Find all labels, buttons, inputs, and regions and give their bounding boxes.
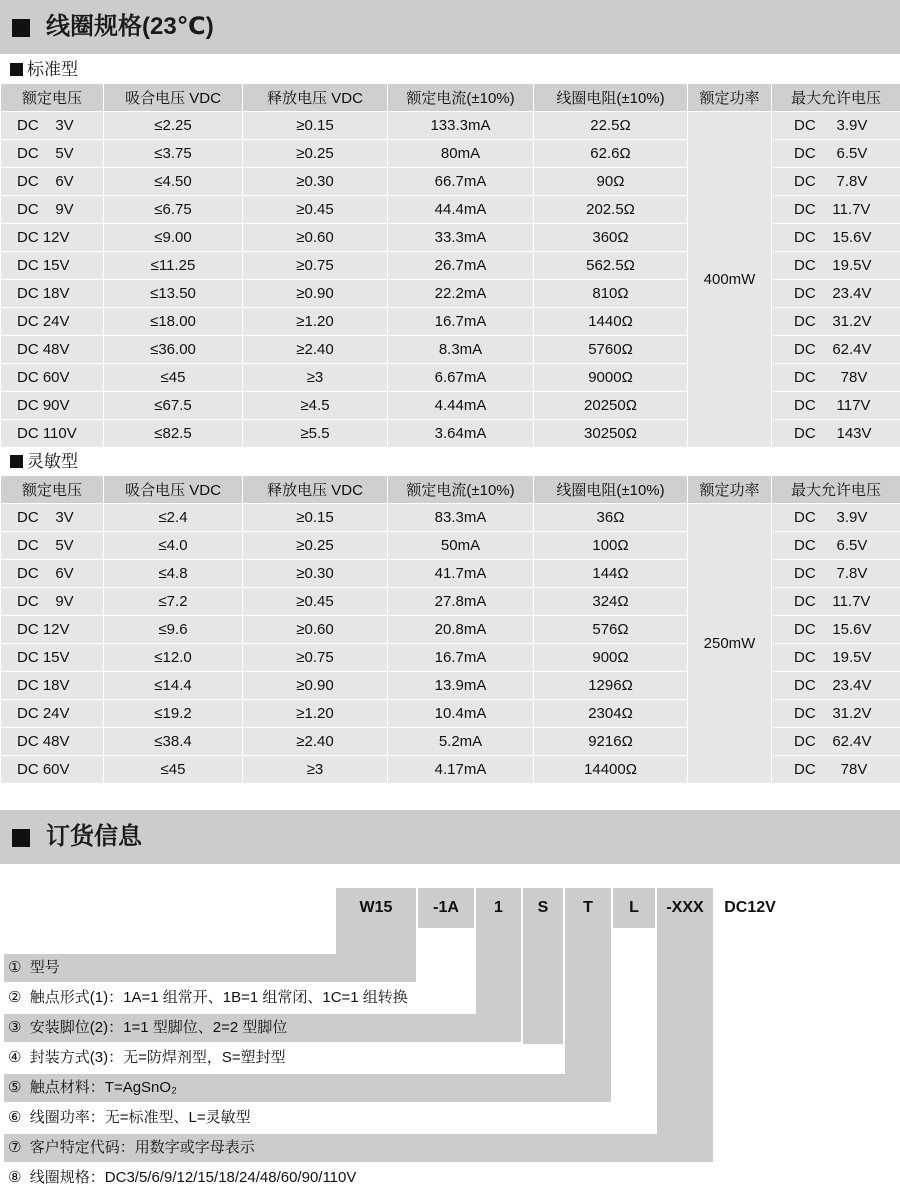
release-voltage: ≥0.25: [243, 140, 388, 168]
connector: [657, 928, 713, 1134]
rated-voltage-value: DC 60V: [17, 369, 70, 386]
pickup-voltage: ≤9.00: [104, 224, 243, 252]
coil-resistance: 62.6Ω: [534, 140, 688, 168]
coil-resistance: 100Ω: [534, 532, 688, 560]
rated-current: 4.44mA: [388, 392, 534, 420]
coil-resistance: 22.5Ω: [534, 112, 688, 140]
max-voltage: [772, 252, 900, 280]
rated-voltage: [1, 756, 104, 784]
coil-resistance: 1296Ω: [534, 672, 688, 700]
rated-current: 27.8mA: [388, 588, 534, 616]
column-header: 最大允许电压: [772, 84, 900, 112]
rated-voltage-value: DC 60V: [17, 761, 70, 778]
rated-voltage: [1, 336, 104, 364]
rated-voltage: [1, 308, 104, 336]
max-voltage: [772, 112, 900, 140]
coil-resistance: 9000Ω: [534, 364, 688, 392]
order-item-7: ⑦ 客户特定代码：用数字或字母表示: [4, 1134, 713, 1162]
rated-current: 8.3mA: [388, 336, 534, 364]
max-voltage: [772, 672, 900, 700]
rated-voltage: [1, 392, 104, 420]
rated-voltage-value: DC 24V: [17, 313, 70, 330]
coil-resistance: 1440Ω: [534, 308, 688, 336]
rated-voltage-value: DC 9V: [17, 593, 74, 610]
rated-current: 3.64mA: [388, 420, 534, 448]
max-voltage: [772, 728, 900, 756]
rated-current: 13.9mA: [388, 672, 534, 700]
rated-current: 50mA: [388, 532, 534, 560]
rated-voltage-value: DC 48V: [17, 733, 70, 750]
rated-voltage: [1, 616, 104, 644]
max-voltage-value: DC 31.2V: [794, 705, 872, 722]
rated-voltage-value: DC 24V: [17, 705, 70, 722]
subsection-label: 灵敏型: [27, 452, 78, 471]
rated-voltage: [1, 364, 104, 392]
release-voltage: ≥0.30: [243, 168, 388, 196]
release-voltage: ≥3: [243, 364, 388, 392]
square-bullet-icon: [10, 63, 23, 76]
rated-voltage: [1, 252, 104, 280]
column-header: 吸合电压 VDC: [104, 84, 243, 112]
rated-voltage-value: DC 18V: [17, 677, 70, 694]
max-voltage-value: DC 78V: [794, 761, 868, 778]
column-header: 额定电压: [1, 476, 104, 504]
pickup-voltage: ≤38.4: [104, 728, 243, 756]
release-voltage: ≥0.90: [243, 280, 388, 308]
rated-voltage-value: DC 6V: [17, 565, 74, 582]
rated-voltage: [1, 700, 104, 728]
rated-current: 26.7mA: [388, 252, 534, 280]
release-voltage: ≥0.15: [243, 112, 388, 140]
max-voltage-value: DC 7.8V: [794, 565, 868, 582]
pickup-voltage: ≤82.5: [104, 420, 243, 448]
order-item-1: ① 型号: [4, 954, 416, 982]
release-voltage: ≥1.20: [243, 308, 388, 336]
rated-current: 5.2mA: [388, 728, 534, 756]
section-title: 线圈规格(23℃): [46, 13, 214, 40]
rated-voltage-value: DC 9V: [17, 201, 74, 218]
rated-current: 22.2mA: [388, 280, 534, 308]
pickup-voltage: ≤14.4: [104, 672, 243, 700]
coil-resistance: 36Ω: [534, 504, 688, 532]
release-voltage: ≥0.15: [243, 504, 388, 532]
rated-voltage-value: DC 3V: [17, 509, 74, 526]
coil-resistance: 576Ω: [534, 616, 688, 644]
rated-voltage-value: DC 12V: [17, 621, 70, 638]
coil-resistance: 5760Ω: [534, 336, 688, 364]
code-coil-voltage: DC12V: [724, 899, 776, 916]
rated-voltage-value: DC 18V: [17, 285, 70, 302]
max-voltage: [772, 168, 900, 196]
coil-resistance: 30250Ω: [534, 420, 688, 448]
column-header: 线圈电阻(±10%): [534, 84, 688, 112]
max-voltage: [772, 756, 900, 784]
pickup-voltage: ≤12.0: [104, 644, 243, 672]
max-voltage-value: DC 3.9V: [794, 509, 868, 526]
rated-voltage: [1, 280, 104, 308]
max-voltage: [772, 308, 900, 336]
max-voltage-value: DC 11.7V: [794, 593, 871, 610]
max-voltage-value: DC 23.4V: [794, 677, 872, 694]
table-row: [1, 112, 900, 140]
order-item-6: ⑥ 线圈功率：无=标准型、L=灵敏型: [8, 1109, 251, 1126]
coil-resistance: 20250Ω: [534, 392, 688, 420]
coil-resistance: 90Ω: [534, 168, 688, 196]
pickup-voltage: ≤4.8: [104, 560, 243, 588]
rated-current: 16.7mA: [388, 308, 534, 336]
rated-voltage-value: DC 15V: [17, 649, 70, 666]
rated-voltage: [1, 420, 104, 448]
square-bullet-icon: [12, 19, 30, 37]
release-voltage: ≥1.20: [243, 700, 388, 728]
max-voltage-value: DC 23.4V: [794, 285, 872, 302]
release-voltage: ≥0.45: [243, 588, 388, 616]
rated-voltage: [1, 504, 104, 532]
rated-voltage-value: DC 90V: [17, 397, 70, 414]
max-voltage-value: DC 31.2V: [794, 313, 872, 330]
max-voltage: [772, 420, 900, 448]
column-header: 最大允许电压: [772, 476, 900, 504]
rated-voltage: [1, 560, 104, 588]
max-voltage: [772, 560, 900, 588]
table-header-row: [1, 476, 900, 504]
column-header: 线圈电阻(±10%): [534, 476, 688, 504]
coil-resistance: 324Ω: [534, 588, 688, 616]
table-row: [1, 504, 900, 532]
rated-voltage: [1, 224, 104, 252]
coil-resistance: 9216Ω: [534, 728, 688, 756]
connector: [336, 928, 416, 954]
rated-current: 80mA: [388, 140, 534, 168]
rated-voltage-value: DC 12V: [17, 229, 70, 246]
rated-current: 20.8mA: [388, 616, 534, 644]
max-voltage: [772, 700, 900, 728]
max-voltage: [772, 224, 900, 252]
rated-voltage: [1, 168, 104, 196]
max-voltage-value: DC 6.5V: [794, 145, 868, 162]
rated-current: 133.3mA: [388, 112, 534, 140]
subsection-standard: [10, 60, 78, 80]
section-header-ordering: [0, 810, 900, 864]
rated-voltage-value: DC 5V: [17, 145, 74, 162]
column-header: 额定功率: [688, 476, 772, 504]
coil-resistance: 144Ω: [534, 560, 688, 588]
rated-voltage: [1, 672, 104, 700]
rated-current: 6.67mA: [388, 364, 534, 392]
code-pin-layout: 1: [476, 888, 521, 928]
column-header: 额定电压: [1, 84, 104, 112]
release-voltage: ≥4.5: [243, 392, 388, 420]
rated-current: 16.7mA: [388, 644, 534, 672]
pickup-voltage: ≤7.2: [104, 588, 243, 616]
column-header: 释放电压 VDC: [243, 84, 388, 112]
release-voltage: ≥0.60: [243, 616, 388, 644]
rated-voltage: [1, 588, 104, 616]
rated-voltage-value: DC 6V: [17, 173, 74, 190]
release-voltage: ≥0.60: [243, 224, 388, 252]
coil-resistance: 202.5Ω: [534, 196, 688, 224]
pickup-voltage: ≤45: [104, 756, 243, 784]
rated-power: 400mW: [688, 112, 772, 448]
release-voltage: ≥0.25: [243, 532, 388, 560]
pickup-voltage: ≤4.50: [104, 168, 243, 196]
column-header: 额定电流(±10%): [388, 476, 534, 504]
coil-resistance: 900Ω: [534, 644, 688, 672]
rated-current: 10.4mA: [388, 700, 534, 728]
code-model: W15: [336, 888, 416, 928]
table-header-row: [1, 84, 900, 112]
max-voltage-value: DC 11.7V: [794, 201, 871, 218]
max-voltage: [772, 364, 900, 392]
release-voltage: ≥0.90: [243, 672, 388, 700]
connector: [523, 928, 563, 1044]
pickup-voltage: ≤19.2: [104, 700, 243, 728]
coil-resistance: 810Ω: [534, 280, 688, 308]
pickup-voltage: ≤67.5: [104, 392, 243, 420]
column-header: 释放电压 VDC: [243, 476, 388, 504]
max-voltage: [772, 616, 900, 644]
rated-voltage: [1, 728, 104, 756]
release-voltage: ≥2.40: [243, 336, 388, 364]
coil-resistance: 562.5Ω: [534, 252, 688, 280]
order-item-2: ② 触点形式(1)：1A=1 组常开、1B=1 组常闭、1C=1 组转换: [8, 989, 408, 1006]
max-voltage-value: DC 117V: [794, 397, 871, 414]
release-voltage: ≥0.75: [243, 252, 388, 280]
max-voltage: [772, 336, 900, 364]
max-voltage-value: DC 3.9V: [794, 117, 868, 134]
release-voltage: ≥0.75: [243, 644, 388, 672]
subsection-sensitive: [10, 452, 78, 472]
release-voltage: ≥2.40: [243, 728, 388, 756]
max-voltage-value: DC 19.5V: [794, 257, 872, 274]
code-coil-power: L: [613, 888, 655, 928]
code-contact-material: T: [565, 888, 611, 928]
standard-coil-table: [0, 83, 900, 448]
connector: [565, 928, 611, 1074]
rated-current: 66.7mA: [388, 168, 534, 196]
release-voltage: ≥0.45: [243, 196, 388, 224]
max-voltage: [772, 532, 900, 560]
rated-voltage-value: DC 15V: [17, 257, 70, 274]
order-item-3: ③ 安装脚位(2)：1=1 型脚位、2=2 型脚位: [4, 1014, 521, 1042]
max-voltage-value: DC 62.4V: [794, 341, 872, 358]
rated-voltage-value: DC 5V: [17, 537, 74, 554]
max-voltage-value: DC 78V: [794, 369, 868, 386]
max-voltage: [772, 392, 900, 420]
connector: [476, 928, 521, 1014]
max-voltage-value: DC 143V: [794, 425, 872, 442]
pickup-voltage: ≤9.6: [104, 616, 243, 644]
column-header: 额定电流(±10%): [388, 84, 534, 112]
rated-power: 250mW: [688, 504, 772, 784]
rated-voltage: [1, 532, 104, 560]
rated-voltage: [1, 644, 104, 672]
square-bullet-icon: [10, 455, 23, 468]
max-voltage-value: DC 6.5V: [794, 537, 868, 554]
rated-voltage: [1, 112, 104, 140]
rated-voltage-value: DC 48V: [17, 341, 70, 358]
rated-current: 41.7mA: [388, 560, 534, 588]
coil-resistance: 2304Ω: [534, 700, 688, 728]
pickup-voltage: ≤18.00: [104, 308, 243, 336]
column-header: 吸合电压 VDC: [104, 476, 243, 504]
rated-current: 4.17mA: [388, 756, 534, 784]
code-enclosure: S: [523, 888, 563, 928]
rated-current: 44.4mA: [388, 196, 534, 224]
column-header: 额定功率: [688, 84, 772, 112]
max-voltage: [772, 588, 900, 616]
max-voltage: [772, 196, 900, 224]
max-voltage: [772, 140, 900, 168]
max-voltage-value: DC 15.6V: [794, 229, 872, 246]
release-voltage: ≥3: [243, 756, 388, 784]
rated-current: 83.3mA: [388, 504, 534, 532]
coil-resistance: 14400Ω: [534, 756, 688, 784]
code-contact-form: -1A: [418, 888, 474, 928]
pickup-voltage: ≤45: [104, 364, 243, 392]
section-header-coil-spec: [0, 0, 900, 54]
max-voltage: [772, 504, 900, 532]
max-voltage: [772, 644, 900, 672]
max-voltage: [772, 280, 900, 308]
max-voltage-value: DC 15.6V: [794, 621, 872, 638]
max-voltage-value: DC 7.8V: [794, 173, 868, 190]
rated-voltage: [1, 196, 104, 224]
release-voltage: ≥5.5: [243, 420, 388, 448]
pickup-voltage: ≤4.0: [104, 532, 243, 560]
pickup-voltage: ≤3.75: [104, 140, 243, 168]
pickup-voltage: ≤2.25: [104, 112, 243, 140]
order-item-8: ⑧ 线圈规格：DC3/5/6/9/12/15/18/24/48/60/90/110V: [8, 1169, 357, 1186]
pickup-voltage: ≤36.00: [104, 336, 243, 364]
order-item-5: ⑤ 触点材料：T=AgSnO₂: [4, 1074, 611, 1102]
pickup-voltage: ≤13.50: [104, 280, 243, 308]
rated-current: 33.3mA: [388, 224, 534, 252]
pickup-voltage: ≤11.25: [104, 252, 243, 280]
subsection-label: 标准型: [27, 60, 78, 79]
rated-voltage-value: DC 3V: [17, 117, 74, 134]
square-bullet-icon: [12, 829, 30, 847]
order-item-4: ④ 封装方式(3)：无=防焊剂型，S=塑封型: [8, 1049, 286, 1066]
pickup-voltage: ≤2.4: [104, 504, 243, 532]
section-title: 订货信息: [46, 823, 142, 850]
rated-voltage-value: DC 110V: [17, 425, 77, 442]
max-voltage-value: DC 19.5V: [794, 649, 872, 666]
coil-resistance: 360Ω: [534, 224, 688, 252]
rated-voltage: [1, 140, 104, 168]
sensitive-coil-table: [0, 475, 900, 784]
max-voltage-value: DC 62.4V: [794, 733, 872, 750]
pickup-voltage: ≤6.75: [104, 196, 243, 224]
release-voltage: ≥0.30: [243, 560, 388, 588]
code-customer: -XXX: [657, 888, 713, 928]
